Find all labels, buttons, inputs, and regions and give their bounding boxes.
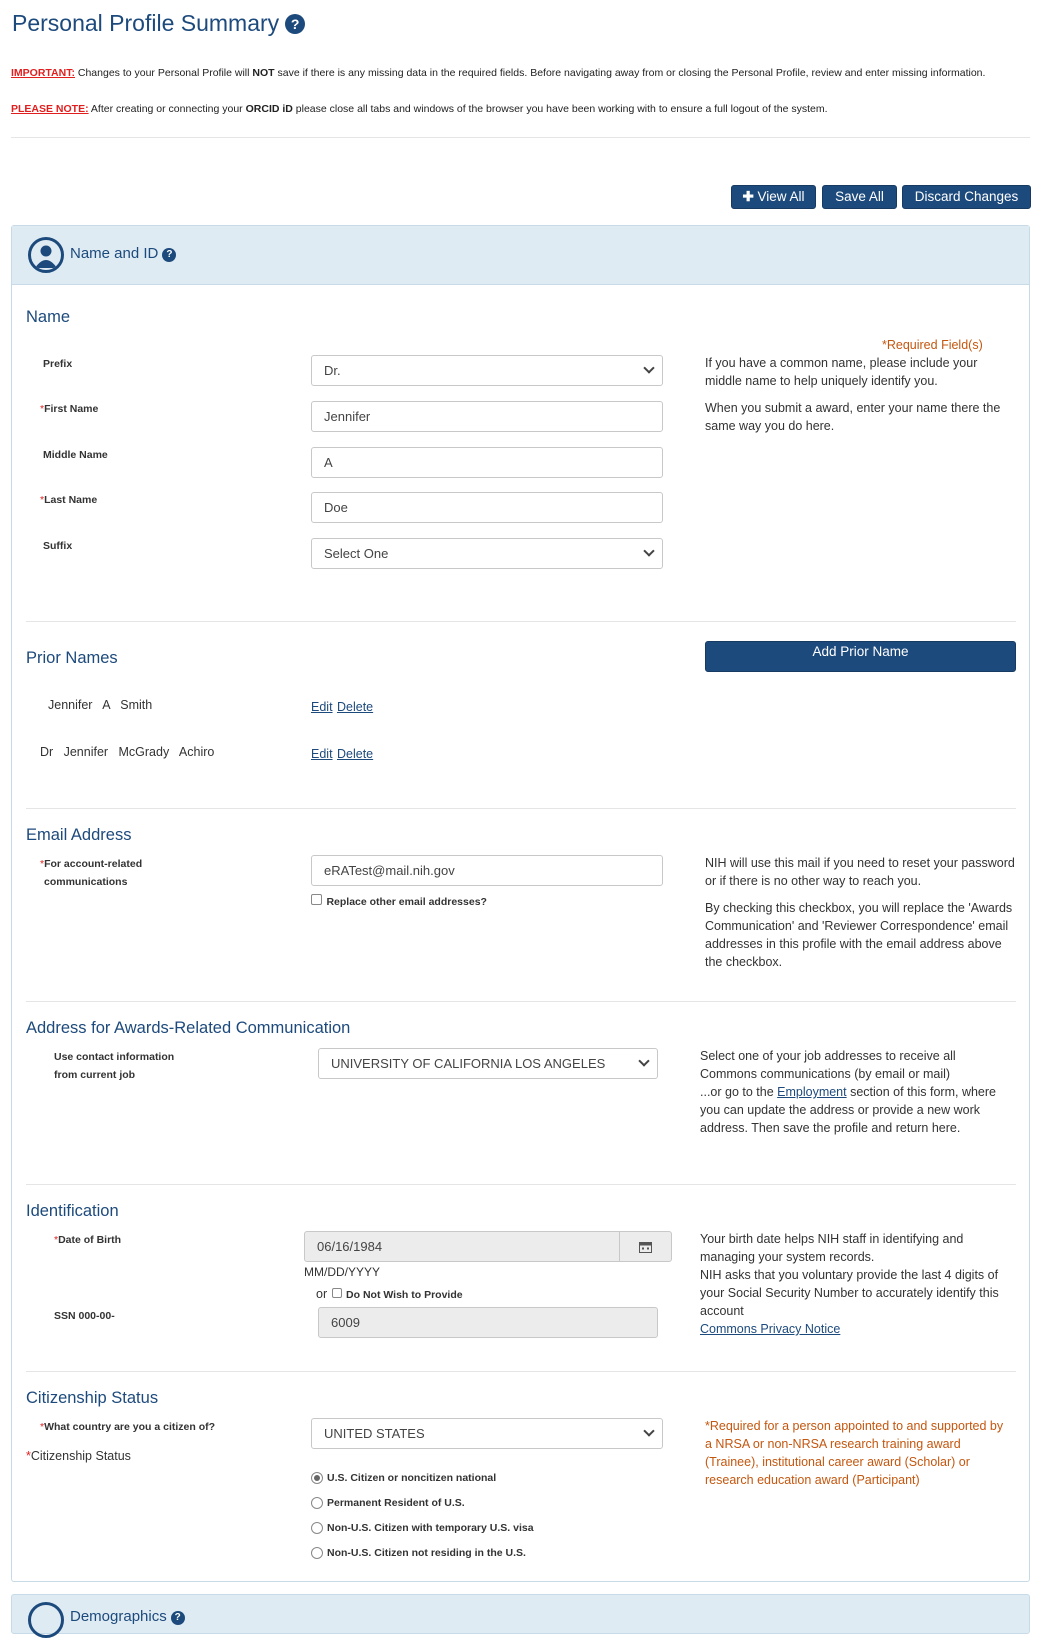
ssn-input[interactable]: 6009 — [318, 1307, 658, 1338]
divider — [26, 808, 1016, 809]
dob-label — [54, 1231, 121, 1249]
dob-label-text: Date of Birth — [58, 1234, 122, 1246]
prefix-select[interactable] — [311, 355, 663, 386]
prefix-label: Prefix — [43, 358, 73, 370]
middle-name-label: Middle Name — [43, 449, 108, 461]
address-help-text-2: ...or go to the — [700, 1085, 778, 1099]
delete-link[interactable]: Delete — [337, 747, 374, 761]
help-icon[interactable]: ? — [162, 248, 176, 262]
citizenship-option-label: Permanent Resident of U.S. — [327, 1497, 465, 1509]
citizenship-title: Citizenship Status — [26, 1389, 159, 1407]
citizenship-status-label-text: Citizenship Status — [30, 1449, 131, 1463]
chevron-down-icon — [643, 362, 654, 373]
first-name-label-text: First Name — [44, 403, 99, 415]
user-icon-svg — [31, 240, 61, 270]
plus-icon: ✚ — [742, 189, 754, 204]
replace-emails-option — [311, 892, 487, 910]
address-label-line-2: from current job — [54, 1069, 136, 1081]
privacy-notice-link[interactable]: Commons Privacy Notice — [700, 1322, 841, 1336]
edit-link[interactable]: Edit — [311, 700, 333, 714]
dob-value: 06/16/1984 — [317, 1239, 383, 1254]
country-label — [40, 1418, 215, 1436]
add-prior-name-button[interactable] — [705, 641, 1016, 672]
name-help-1: If you have a common name, please include your middle name to help uniquely identify you. — [705, 356, 978, 388]
divider — [26, 1371, 1016, 1372]
orcid-text: ORCID iD — [245, 103, 293, 115]
please-note — [11, 101, 1011, 118]
address-label — [54, 1048, 174, 1084]
important-text-2: save if there is any missing data in the required fields. Before navigating away from or closing the Personal Profile, review and enter missing information. — [274, 67, 986, 79]
important-text: Changes to your Personal Profile will — [74, 67, 253, 79]
email-help-1: NIH will use this mail if you need to reset your password or if there is no other way to reach you. — [705, 856, 1015, 888]
prefix-value: Dr. — [324, 363, 341, 378]
address-label-line-1: Use contact information — [54, 1051, 175, 1063]
prior-name-row-1: Jennifer A Smith — [48, 698, 153, 712]
employment-link[interactable]: Employment — [777, 1085, 847, 1099]
middle-name-input[interactable]: A — [311, 447, 663, 478]
important-not: NOT — [252, 67, 275, 79]
panel-title-text: Name and ID — [70, 245, 159, 262]
address-help — [700, 1047, 1010, 1137]
citizenship-radio[interactable] — [311, 1472, 323, 1484]
chevron-down-icon — [638, 1055, 649, 1066]
note-text: After creating or connecting your — [88, 103, 246, 115]
view-all-label: View All — [757, 189, 805, 204]
page-title-text: Personal Profile Summary — [12, 10, 280, 36]
calendar-icon — [639, 1241, 652, 1253]
demographics-title — [70, 1608, 185, 1625]
note-label: PLEASE NOTE: — [11, 103, 89, 115]
citizenship-radio[interactable] — [311, 1497, 323, 1509]
chevron-down-icon — [643, 1425, 654, 1436]
divider — [26, 1184, 1016, 1185]
address-help-text-1: Select one of your job addresses to receive all Commons communications (by email or mail) — [700, 1049, 956, 1081]
address-section-title: Address for Awards-Related Communication — [26, 1019, 351, 1037]
citizenship-option-label: U.S. Citizen or noncitizen national — [327, 1472, 497, 1484]
panel-title — [70, 245, 176, 262]
name-section-title: Name — [26, 308, 71, 326]
last-name-label — [40, 491, 97, 509]
identification-help — [700, 1230, 1015, 1338]
address-help-text-3: section of this form, where you can update the address or provide a new work address. Then save the profile and return here. — [700, 1085, 996, 1135]
required-asterisk: * — [26, 1449, 31, 1463]
citizenship-option-label: Non-U.S. Citizen with temporary U.S. visa — [327, 1522, 534, 1534]
replace-emails-checkbox[interactable] — [311, 894, 322, 905]
add-prior-name-label: Add Prior Name — [812, 644, 909, 659]
required-asterisk: * — [54, 1234, 59, 1246]
email-label-line-2: communications — [44, 876, 128, 888]
important-label: IMPORTANT: — [11, 67, 75, 79]
prior-names-title: Prior Names — [26, 649, 118, 667]
suffix-value: Select One — [324, 546, 389, 561]
email-help-2: By checking this checkbox, you will replace the 'Awards Communication' and 'Reviewer Correspondence' email addresses in this profile with the email address above the checkbox. — [705, 901, 1013, 969]
required-asterisk: * — [40, 494, 45, 506]
required-asterisk: * — [40, 403, 45, 415]
dob-input[interactable] — [304, 1231, 672, 1262]
dob-format-hint: MM/DD/YYYY — [304, 1265, 381, 1279]
replace-emails-label: Replace other email addresses? — [326, 896, 487, 908]
discard-label: Discard Changes — [914, 189, 1019, 204]
country-value: UNITED STATES — [324, 1426, 425, 1441]
email-input[interactable]: eRATest@mail.nih.gov — [311, 855, 663, 886]
required-asterisk: * — [40, 1421, 45, 1433]
citizenship-radio[interactable] — [311, 1522, 323, 1534]
important-notice — [11, 65, 1001, 82]
help-icon[interactable]: ? — [171, 1611, 185, 1625]
ssn-label: SSN 000-00- — [54, 1310, 115, 1322]
citizenship-status-label — [26, 1449, 131, 1463]
no-provide-checkbox[interactable] — [332, 1288, 342, 1298]
email-section-title: Email Address — [26, 826, 132, 844]
prior-name-actions-2 — [311, 745, 373, 763]
delete-link[interactable]: Delete — [337, 700, 374, 714]
prior-name-row-2: Dr Jennifer McGrady Achiro — [40, 745, 215, 759]
note-text-2: please close all tabs and windows of the browser you have been working with to ensure a full logout of the system. — [292, 103, 828, 115]
no-provide-option — [316, 1285, 463, 1303]
identification-title: Identification — [26, 1202, 119, 1220]
suffix-select[interactable] — [311, 538, 663, 569]
identification-help-text-1: Your birth date helps NIH staff in identifying and managing your system records. — [700, 1232, 964, 1264]
view-all-button[interactable] — [731, 185, 816, 209]
suffix-label: Suffix — [43, 540, 73, 552]
identification-help-text-2: NIH asks that you voluntary provide the last 4 digits of your Social Security Number to accurately identify this account — [700, 1268, 999, 1318]
address-value: UNIVERSITY OF CALIFORNIA LOS ANGELES — [331, 1056, 606, 1071]
email-label-line-1: For account-related — [44, 858, 143, 870]
no-provide-label: Do Not Wish to Provide — [346, 1289, 463, 1301]
first-name-label — [40, 400, 98, 418]
citizenship-option-label: Non-U.S. Citizen not residing in the U.S. — [327, 1547, 526, 1559]
required-asterisk: * — [40, 858, 45, 870]
demographics-icon — [28, 1602, 64, 1638]
user-icon — [28, 237, 64, 273]
citizenship-radio[interactable] — [311, 1547, 323, 1559]
prior-name-actions-1 — [311, 698, 373, 716]
name-help-2: When you submit a award, enter your name there the same way you do here. — [705, 401, 1001, 433]
email-label — [40, 855, 142, 891]
last-name-input[interactable]: Doe — [311, 492, 663, 523]
demographics-title-text: Demographics — [70, 1608, 167, 1625]
citizenship-help: *Required for a person appointed to and supported by a NRSA or non-NRSA research training award (Trainee), institutional career award (Scholar) or research education award (Participant) — [705, 1419, 1004, 1487]
calendar-button[interactable] — [619, 1232, 671, 1261]
page-title — [12, 10, 305, 37]
country-select[interactable] — [311, 1418, 663, 1449]
save-all-button[interactable] — [822, 185, 897, 209]
first-name-input[interactable]: Jennifer — [311, 401, 663, 432]
help-icon[interactable]: ? — [285, 14, 305, 34]
required-fields-note: *Required Field(s) — [882, 338, 983, 352]
divider — [11, 137, 1030, 138]
divider — [26, 1001, 1016, 1002]
last-name-label-text: Last Name — [44, 494, 98, 506]
address-select[interactable] — [318, 1048, 658, 1079]
divider — [26, 621, 1016, 622]
or-text: or — [316, 1287, 328, 1301]
discard-changes-button[interactable] — [902, 185, 1031, 209]
save-all-label: Save All — [835, 189, 884, 204]
chevron-down-icon — [643, 545, 654, 556]
country-label-text: What country are you a citizen of? — [44, 1421, 216, 1433]
edit-link[interactable]: Edit — [311, 747, 333, 761]
